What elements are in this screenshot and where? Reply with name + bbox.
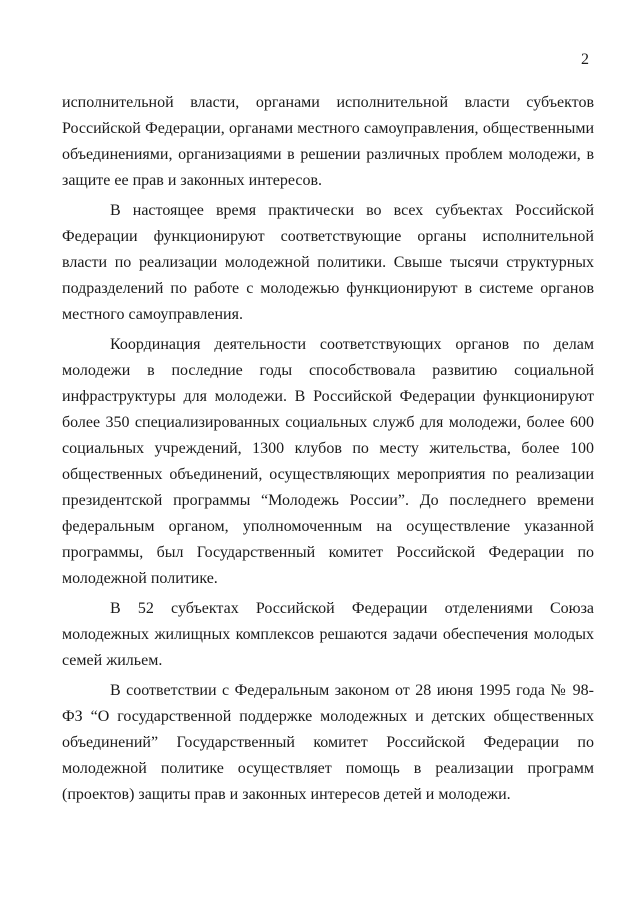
paragraph-federal-law: В соответствии с Федеральным законом от 28 июня 1995 года № 98-ФЗ “О государственной поддержке молодежных и детских общественных объединений” Государственный комитет Российской Федерации по молодежной политике осуществляет помощь в реализации программ (проектов) защиты прав и законных интересов детей и молодежи. (62, 682, 594, 803)
paragraph-housing: В 52 субъектах Российской Федерации отделениями Союза молодежных жилищных комплексов решаются задачи обеспечения молодых семей жильем. (62, 600, 594, 669)
document-body (62, 90, 594, 812)
page-number: 2 (581, 51, 589, 68)
paragraph-coordination: Координация деятельности соответствующих органов по делам молодежи в последние годы способствовала развитию социальной инфраструктуры для молодежи. В Российской Федерации функционируют более 350 специализированных социальных служб для молодежи, более 600 социальных учреждений, 1300 клубов по месту жительства, более 100 общественных объединений, осуществляющих мероприятия по реализации президентской программы “Молодежь России”. До последнего времени федеральным органом, уполномоченным на осуществление указанной программы, был Государственный комитет Российской Федерации по молодежной политике. (62, 336, 594, 587)
paragraph-executive-bodies: В настоящее время практически во всех субъектах Российской Федерации функционируют соответствующие органы исполнительной власти по реализации молодежной политики. Свыше тысячи структурных подразделений по работе с молодежью функционируют в системе органов местного самоуправления. (62, 202, 594, 323)
paragraph-continuation: исполнительной власти, органами исполнительной власти субъектов Российской Федерации, органами местного самоуправления, общественными объединениями, организациями в решении различных проблем молодежи, в защите ее прав и законных интересов. (62, 94, 594, 189)
